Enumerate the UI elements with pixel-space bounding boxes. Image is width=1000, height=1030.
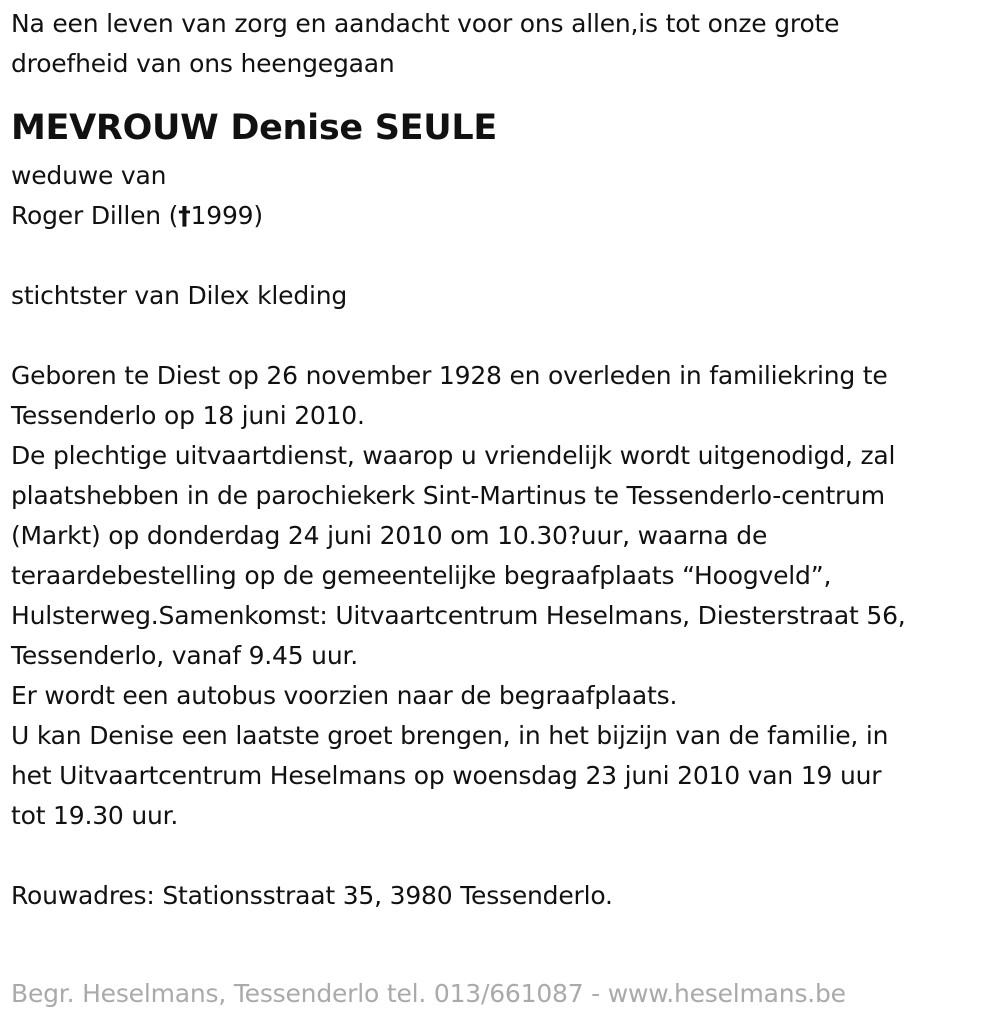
spouse-name: Roger Dillen ( <box>11 201 179 230</box>
body-line: teraardebestelling op de gemeentelijke begraafplaats “Hoogveld”, <box>11 561 832 590</box>
body-line: Tessenderlo, vanaf 9.45 uur. <box>11 641 359 670</box>
body-line: Tessenderlo op 18 juni 2010. <box>11 401 365 430</box>
mourning-address: Rouwadres: Stationsstraat 35, 3980 Tessenderlo. <box>11 881 613 910</box>
role-line: stichtster van Dilex kleding <box>11 281 348 310</box>
spouse-year: 1999) <box>190 201 263 230</box>
body-line: plaatshebben in de parochiekerk Sint-Martinus te Tessenderlo-centrum <box>11 481 885 510</box>
body-line: tot 19.30 uur. <box>11 801 179 830</box>
body-line: Er wordt een autobus voorzien naar de begraafplaats. <box>11 681 678 710</box>
body-line: Hulsterweg.Samenkomst: Uitvaartcentrum Heselmans, Diesterstraat 56, <box>11 601 906 630</box>
funeral-home-footer: Begr. Heselmans, Tessenderlo tel. 013/661087 - www.heselmans.be <box>11 979 846 1008</box>
body-line: De plechtige uitvaartdienst, waarop u vriendelijk wordt uitgenodigd, zal <box>11 441 896 470</box>
spacer <box>11 836 996 876</box>
intro-line-2: droefheid van ons heengegaan <box>11 49 395 78</box>
body-line: Geboren te Diest op 26 november 1928 en overleden in familiekring te <box>11 361 888 390</box>
body-line: (Markt) op donderdag 24 juni 2010 om 10.30?uur, waarna de <box>11 521 768 550</box>
spacer <box>11 316 996 356</box>
body-line: het Uitvaartcentrum Heselmans op woensdag 23 juni 2010 van 19 uur <box>11 761 882 790</box>
body-line: U kan Denise een laatste groet brengen, in het bijzijn van de familie, in <box>11 721 889 750</box>
cross-icon: † <box>178 201 191 230</box>
spacer <box>11 236 996 276</box>
spouse-line <box>11 196 996 236</box>
widow-of-label: weduwe van <box>11 161 167 190</box>
deceased-name: MEVROUW Denise SEULE <box>11 108 497 148</box>
obituary-notice <box>11 4 996 916</box>
intro-line-1: Na een leven van zorg en aandacht voor ons allen,is tot onze grote <box>11 9 840 38</box>
